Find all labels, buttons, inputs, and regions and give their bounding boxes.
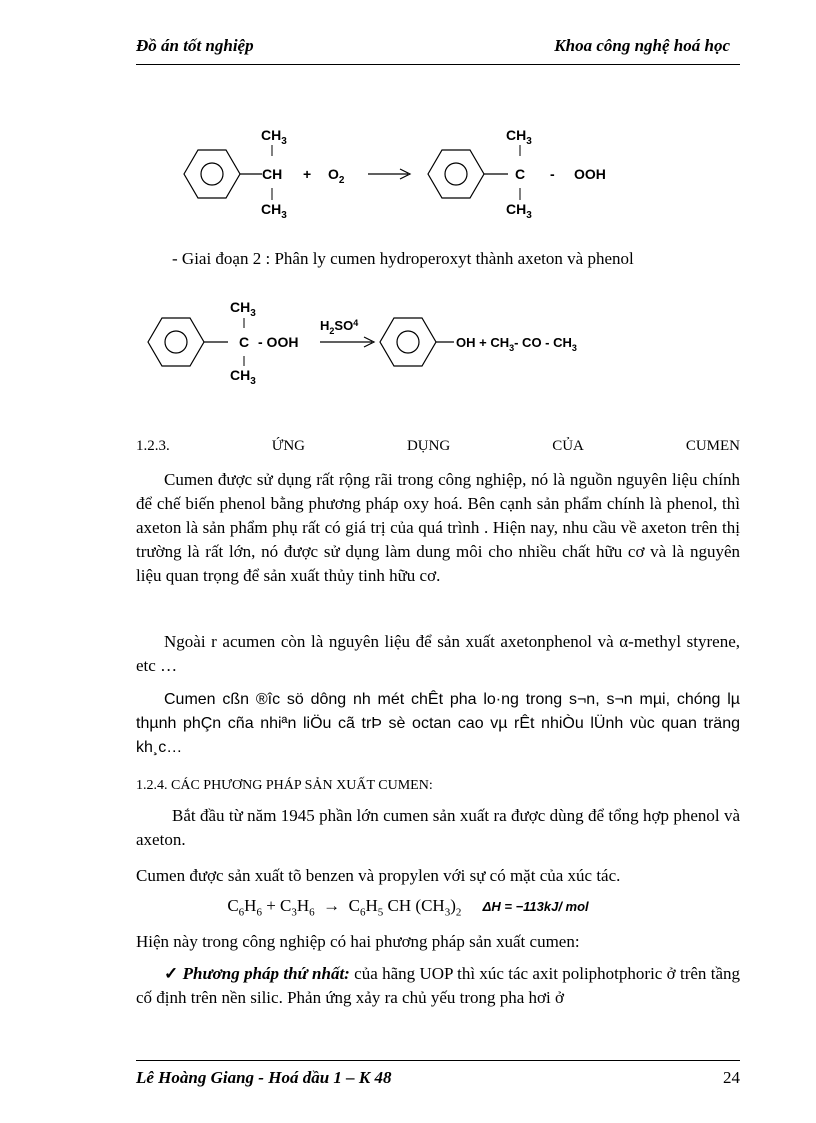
- r1p-ooh: OOH: [574, 166, 606, 182]
- r1-ch: CH: [262, 166, 283, 182]
- page-number: 24: [723, 1068, 740, 1087]
- r1p-dash: -: [550, 166, 555, 182]
- heading-word: DỤNG: [406, 438, 451, 454]
- method-1-text: của hãng UOP thì xúc tác axit poliphotphoric ở trên tầng cố định trên nền silic. Phản ứng xảy ra chủ yếu trong pha hơi ở: [136, 964, 740, 1007]
- r1-plus: +: [303, 166, 312, 182]
- header-left: Đồ án tốt nghiệp: [136, 36, 254, 55]
- r2-ch3-bottom: $CH_3$: [230, 367, 256, 387]
- paragraph-4: Bắt đầu từ năm 1945 phần lớn cumen sản xuất ra được dùng để tổng hợp phenol và axeton.: [136, 806, 740, 849]
- footer-author: Lê Hoàng Giang - Hoá dầu 1 – K 48: [136, 1068, 392, 1087]
- eq-arrow: →: [323, 896, 341, 915]
- r2-ch3-top: $CH_3$: [230, 299, 256, 319]
- eq-lhs: $C_6H_6 + C_3H_6$: [227, 896, 315, 919]
- reaction-equation: [0, 896, 816, 918]
- paragraph-1: Cumen được sử dụng rất rộng rãi trong công nghiệp, nó là nguồn nguyên liệu chính để chế biến phenol bằng phương pháp oxy hoá. Bên cạnh sản phẩm chính là phenol, thì axeton là sản phẩm phụ rất có giá trị của quá trình . Hiện nay, nhu cầu về axeton trên thị trường là rất lớn, nó được sử dụng làm dung môi cho nhiều chất hữu cơ và là nguyên liệu quan trọng để sản xuất thủy tinh hữu cơ.: [136, 470, 740, 585]
- footer-rule: [136, 1060, 740, 1061]
- r1-ch3-bottom: $CH_3$: [261, 201, 287, 221]
- stage2-text: - Giai đoạn 2 : Phân ly cumen hydroperoxyt thành axeton và phenol: [172, 249, 634, 268]
- r2-c: C: [239, 334, 250, 350]
- header-rule: [136, 64, 740, 65]
- r1-ch3-top: $CH_3$: [261, 127, 287, 147]
- benzene-ring-icon: [428, 150, 484, 198]
- r2-ooh: - OOH: [258, 334, 299, 350]
- r1p-ch3-bottom: $CH_3$: [506, 201, 532, 221]
- checkmark-icon: ✓: [164, 964, 179, 983]
- heading-word: CỦA: [552, 438, 584, 454]
- paragraph-5: Cumen được sản xuất tõ benzen và propylen với sự có mặt của xúc tác.: [136, 866, 621, 885]
- r1-o2: $O_2$: [328, 166, 345, 186]
- heading-word: ỨNG: [271, 438, 305, 454]
- method-1-label: Phương pháp thứ nhất:: [182, 964, 350, 983]
- section-1-2-4-heading: 1.2.4. CÁC PHƯƠNG PHÁP SẢN XUẤT CUMEN:: [136, 778, 433, 793]
- r1p-ch3-top: $CH_3$: [506, 127, 532, 147]
- benzene-ring-icon: [184, 150, 240, 198]
- eq-rhs: $C_6H_5$ CH $(CH_3)_2$: [348, 896, 462, 919]
- paragraph-3: Cumen cßn ®îc sö dông nh mét chÊt pha lo·ng trong s¬n, s¬n mµi, chóng lµ thµnh phÇn cña nhiªn liÖu cã trÞ sè octan cao vµ rÊt nhiÒu lÜnh vùc quan träng kh¸c…: [136, 691, 740, 756]
- eq-enthalpy: ΔH = −113kJ/ mol: [482, 899, 589, 914]
- section-1-2-3-heading: [136, 438, 740, 455]
- benzene-ring-icon: [148, 318, 204, 366]
- header-right: Khoa công nghệ hoá học: [554, 36, 730, 55]
- reaction-1-diagram: [170, 118, 620, 223]
- r2-catalyst: $H_2SO^4$: [320, 318, 359, 336]
- benzene-ring-icon: [380, 318, 436, 366]
- r2-product: OH + $CH_3-$ CO - $CH_3$: [456, 335, 577, 353]
- paragraph-7: [136, 962, 740, 1010]
- reaction-2-diagram: [140, 296, 620, 391]
- heading-word: CUMEN: [685, 438, 740, 454]
- paragraph-2: Ngoài r acumen còn là nguyên liệu để sản xuất axetonphenol và α-methyl styrene, etc …: [136, 632, 740, 675]
- r1p-c: C: [515, 166, 526, 182]
- heading-number: 1.2.3.: [136, 438, 170, 454]
- arrow-icon: [368, 169, 410, 179]
- paragraph-6: Hiện này trong công nghiệp có hai phương pháp sản xuất cumen:: [136, 932, 580, 951]
- arrow-icon: [320, 337, 374, 347]
